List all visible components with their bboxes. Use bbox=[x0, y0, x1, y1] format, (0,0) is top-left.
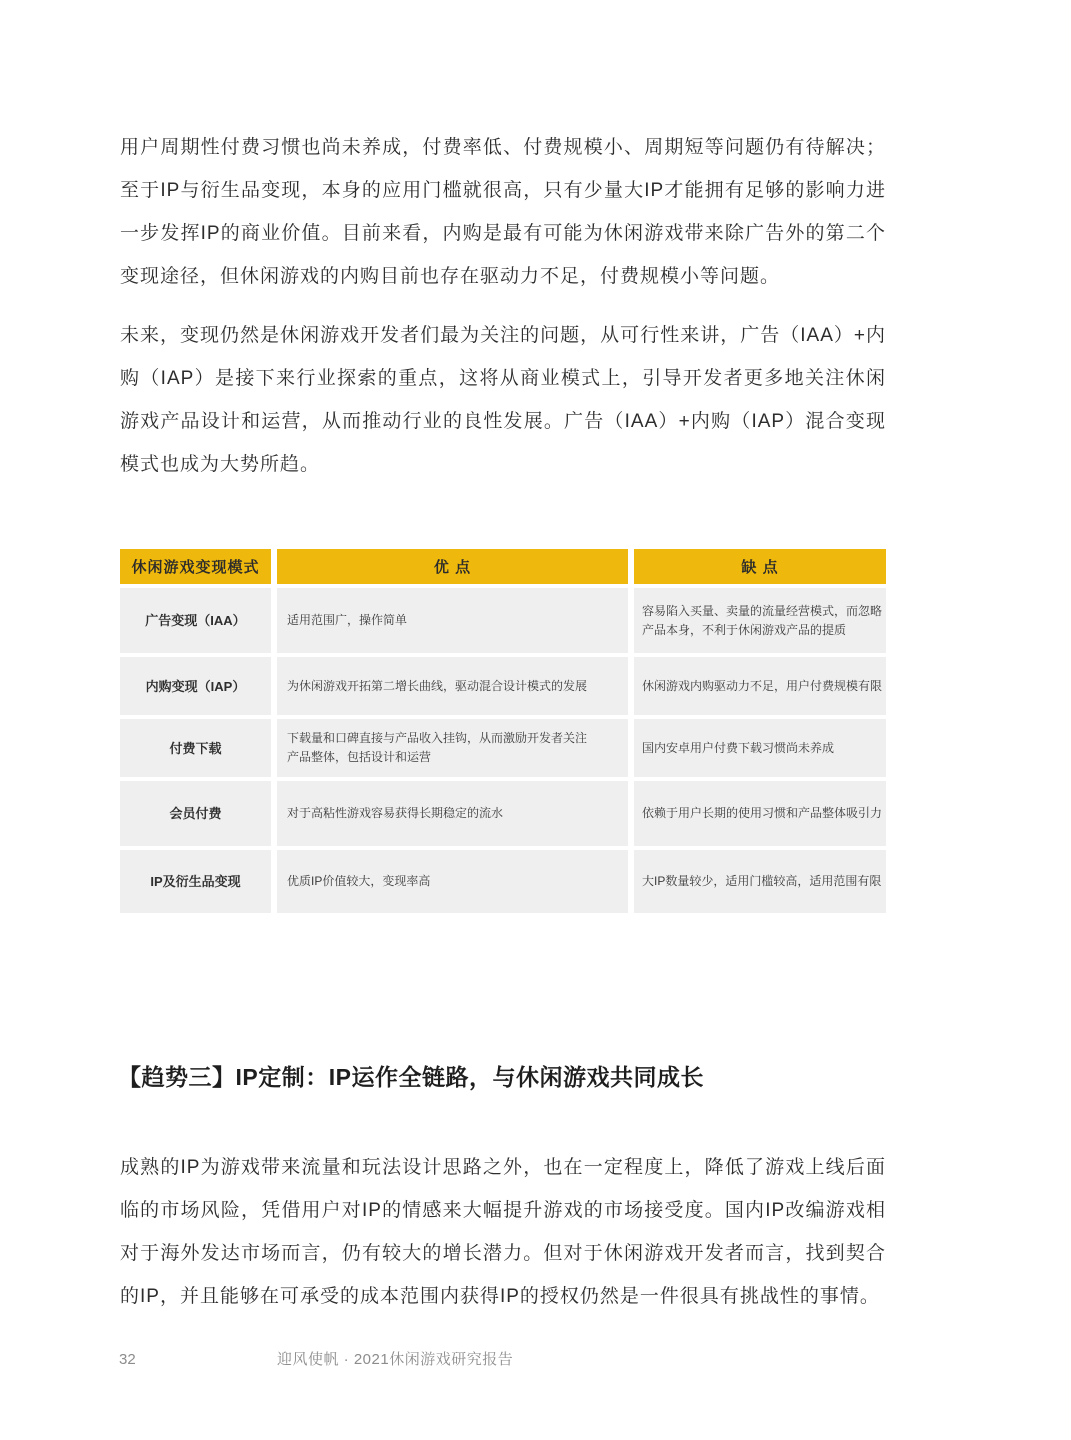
table-row-iaa-cons: 容易陷入买量、卖量的流量经营模式，而忽略产品本身，不利于休闲游戏产品的提质 bbox=[634, 588, 886, 653]
table-row-membership-pros: 对于高粘性游戏容易获得长期稳定的流水 bbox=[277, 781, 628, 846]
page-footer bbox=[0, 1349, 1071, 1371]
paragraph-future-monetization: 未来，变现仍然是休闲游戏开发者们最为关注的问题，从可行性来讲，广告（IAA）+内购（IAP）是接下来行业探索的重点，这将从商业模式上，引导开发者更多地关注休闲游戏产品设计和运营，从而推动行业的良性发展。广告（IAA）+内购（IAP）混合变现模式也成为大势所趋。 bbox=[120, 325, 886, 475]
table-row-paid-download-mode: 付费下载 bbox=[120, 719, 271, 777]
table-row-iap-mode: 内购变现（IAP） bbox=[120, 657, 271, 715]
table-row-iaa-pros: 适用范围广，操作简单 bbox=[277, 588, 628, 653]
table-row-iaa-mode: 广告变现（IAA） bbox=[120, 588, 271, 653]
paragraph-monetization-issues: 用户周期性付费习惯也尚未养成，付费率低、付费规模小、周期短等问题仍有待解决；至于IP与衍生品变现，本身的应用门槛就很高，只有少量大IP才能拥有足够的影响力进一步发挥IP的商业价值。目前来看，内购是最有可能为休闲游戏带来除广告外的第二个变现途径，但休闲游戏的内购目前也存在驱动力不足，付费规模小等问题。 bbox=[120, 137, 886, 287]
section-heading-trend-3: 【趋势三】IP定制：IP运作全链路，与休闲游戏共同成长 bbox=[118, 1064, 704, 1090]
table-row-membership-cons: 依赖于用户长期的使用习惯和产品整体吸引力 bbox=[634, 781, 886, 846]
footer-report-title: 迎风使帆 · 2021休闲游戏研究报告 bbox=[277, 1351, 514, 1368]
table-header-cons: 缺 点 bbox=[634, 549, 886, 584]
table-row-ip-pros: 优质IP价值较大，变现率高 bbox=[277, 850, 628, 913]
table-row-ip-cons: 大IP数量较少，适用门槛较高，适用范围有限 bbox=[634, 850, 886, 913]
table-row-iap-cons: 休闲游戏内购驱动力不足，用户付费规模有限 bbox=[634, 657, 886, 715]
paragraph-ip-customization: 成熟的IP为游戏带来流量和玩法设计思路之外，也在一定程度上，降低了游戏上线后面临的市场风险，凭借用户对IP的情感来大幅提升游戏的市场接受度。国内IP改编游戏相对于海外发达市场而言，仍有较大的增长潜力。但对于休闲游戏开发者而言，找到契合的IP，并且能够在可承受的成本范围内获得IP的授权仍然是一件很具有挑战性的事情。 bbox=[120, 1157, 886, 1307]
page-number: 32 bbox=[119, 1351, 136, 1368]
table-row-paid-download-pros: 下载量和口碑直接与产品收入挂钩，从而激励开发者关注产品整体，包括设计和运营 bbox=[277, 719, 628, 777]
table-header-mode: 休闲游戏变现模式 bbox=[120, 549, 271, 584]
monetization-modes-table bbox=[120, 549, 886, 913]
table-row-paid-download-cons: 国内安卓用户付费下载习惯尚未养成 bbox=[634, 719, 886, 777]
table-row-ip-mode: IP及衍生品变现 bbox=[120, 850, 271, 913]
table-row-membership-mode: 会员付费 bbox=[120, 781, 271, 846]
table-row-iap-pros: 为休闲游戏开拓第二增长曲线，驱动混合设计模式的发展 bbox=[277, 657, 628, 715]
table-header-pros: 优 点 bbox=[277, 549, 628, 584]
